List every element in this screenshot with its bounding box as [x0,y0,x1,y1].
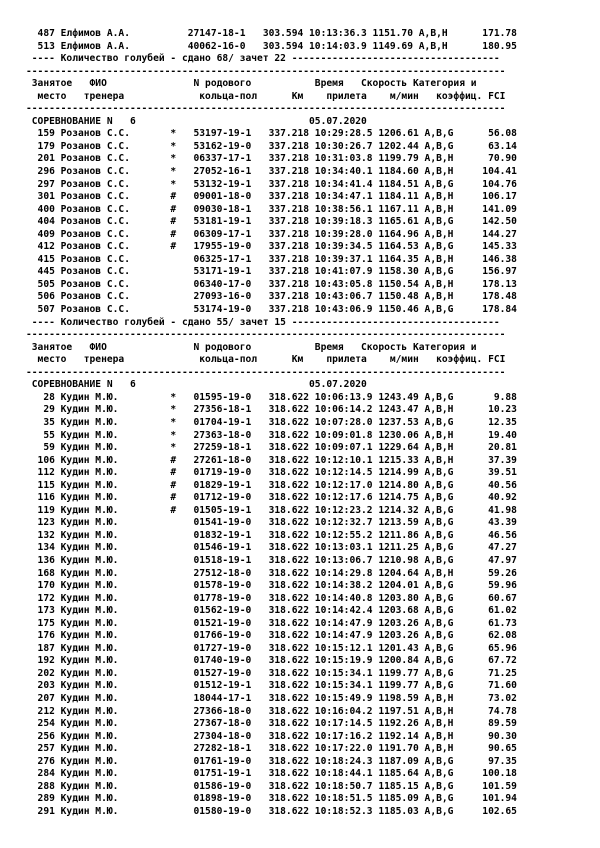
text-line: 506 Розанов С.С. 27093-16-0 337.218 10:43:06.7 1150.48 A,B,H 178.48 [26,291,517,303]
text-line: 301 Розанов С.С. # 09001-18-0 337.218 10:34:47.1 1184.11 A,B,H 106.17 [26,191,517,203]
text-line: 254 Кудин М.Ю. 27367-18-0 318.622 10:17:14.5 1192.26 A,B,H 89.59 [26,718,517,730]
text-line: 203 Кудин М.Ю. 01512-19-1 318.622 10:15:34.1 1199.77 A,B,G 71.60 [26,680,517,692]
text-line: 28 Кудин М.Ю. * 01595-19-0 318.622 10:06:13.9 1243.49 A,B,G 9.88 [26,391,517,403]
text-line: 179 Розанов С.С. * 53162-19-0 337.218 10:30:26.7 1202.44 A,B,G 63.14 [26,140,517,152]
text-line: 159 Розанов С.С. * 53197-19-1 337.218 10:29:28.5 1206.61 A,B,G 56.08 [26,128,517,140]
text-line: 276 Кудин М.Ю. 01761-19-0 318.622 10:18:24.3 1187.09 A,B,G 97.35 [26,755,517,767]
text-line: 112 Кудин М.Ю. # 01719-19-0 318.622 10:12:14.5 1214.99 A,B,G 39.51 [26,467,517,479]
text-line: Занятое ФИО N родового Время Скорость Категория и [26,341,477,353]
text-line: место тренера кольца-пол Км прилета м/мин коэффиц. FCI [26,354,506,366]
text-line: 297 Розанов С.С. * 53132-19-1 337.218 10:34:41.4 1184.51 A,B,G 104.76 [26,178,517,190]
text-line: 172 Кудин М.Ю. 01778-19-0 318.622 10:14:40.8 1203.80 A,B,G 60.67 [26,592,517,604]
text-line: 415 Розанов С.С. 06325-17-1 337.218 10:39:37.1 1164.35 A,B,H 146.38 [26,253,517,265]
text-line: 59 Кудин М.Ю. * 27259-18-1 318.622 10:09:07.1 1229.64 A,B,H 20.81 [26,442,517,454]
text-line: 175 Кудин М.Ю. 01521-19-0 318.622 10:14:47.9 1203.26 A,B,G 61.73 [26,617,517,629]
text-line: 132 Кудин М.Ю. 01832-19-1 318.622 10:12:55.2 1211.86 A,B,G 46.56 [26,529,517,541]
text-line: 119 Кудин М.Ю. # 01505-19-1 318.622 10:12:23.2 1214.32 A,B,G 41.98 [26,504,517,516]
text-line: место тренера кольца-пол Км прилета м/мин коэффиц. FCI [26,90,506,102]
text-line: 192 Кудин М.Ю. 01740-19-0 318.622 10:15:19.9 1200.84 A,B,G 67.72 [26,655,517,667]
text-line: 168 Кудин М.Ю. 27512-18-0 318.622 10:14:29.8 1204.64 A,B,H 59.26 [26,567,517,579]
text-line: Занятое ФИО N родового Время Скорость Категория и [26,78,477,90]
text-line: ---- Количество голубей - сдано 55/ зачет 15 ------------------------------------ [26,316,500,328]
results-document [26,28,517,818]
text-line: 123 Кудин М.Ю. 01541-19-0 318.622 10:12:32.7 1213.59 A,B,G 43.39 [26,517,517,529]
text-line: 288 Кудин М.Ю. 01586-19-0 318.622 10:18:50.7 1185.15 A,B,G 101.59 [26,780,517,792]
text-line: 291 Кудин М.Ю. 01580-19-0 318.622 10:18:52.3 1185.03 A,B,G 102.65 [26,805,517,817]
text-line: ---- Количество голубей - сдано 68/ зачет 22 ------------------------------------ [26,53,500,65]
text-line: 106 Кудин М.Ю. # 27261-18-0 318.622 10:12:10.1 1215.33 A,B,H 37.39 [26,454,517,466]
text-line: 284 Кудин М.Ю. 01751-19-1 318.622 10:18:44.1 1185.64 A,B,G 100.18 [26,768,517,780]
text-line: 173 Кудин М.Ю. 01562-19-0 318.622 10:14:42.4 1203.68 A,B,G 61.02 [26,605,517,617]
text-line: 404 Розанов С.С. # 53181-19-1 337.218 10:39:18.3 1165.61 A,B,G 142.50 [26,216,517,228]
text-line: 29 Кудин М.Ю. * 27356-18-1 318.622 10:06:14.2 1243.47 A,B,H 10.23 [26,404,517,416]
text-line: 296 Розанов С.С. * 27052-16-1 337.218 10:34:40.1 1184.60 A,B,H 104.41 [26,166,517,178]
text-line: СОРЕВНОВАНИЕ N 6 05.07.2020 [26,379,367,391]
text-line: 35 Кудин М.Ю. * 01704-19-1 318.622 10:07:28.0 1237.53 A,B,G 12.35 [26,416,517,428]
text-line: 412 Розанов С.С. # 17955-19-0 337.218 10:39:34.5 1164.53 A,B,G 145.33 [26,241,517,253]
text-line: 170 Кудин М.Ю. 01578-19-0 318.622 10:14:38.2 1204.01 A,B,G 59.96 [26,580,517,592]
text-line: ----------------------------------------------------------------------------------- [26,329,506,341]
text-line: 201 Розанов С.С. * 06337-17-1 337.218 10:31:03.8 1199.79 A,B,H 70.90 [26,153,517,165]
text-line: 505 Розанов С.С. 06340-17-0 337.218 10:43:05.8 1150.54 A,B,H 178.13 [26,278,517,290]
text-line: ----------------------------------------------------------------------------------- [26,65,506,77]
text-line: 136 Кудин М.Ю. 01518-19-1 318.622 10:13:06.7 1210.98 A,B,G 47.97 [26,554,517,566]
text-line: 507 Розанов С.С. 53174-19-0 337.218 10:43:06.9 1150.46 A,B,G 178.84 [26,304,517,316]
text-line: 289 Кудин М.Ю. 01898-19-0 318.622 10:18:51.5 1185.09 A,B,G 101.94 [26,793,517,805]
text-line: 202 Кудин М.Ю. 01527-19-0 318.622 10:15:34.1 1199.77 A,B,G 71.25 [26,667,517,679]
text-line: ----------------------------------------------------------------------------------- [26,103,506,115]
text-line: СОРЕВНОВАНИЕ N 6 05.07.2020 [26,115,367,127]
text-line: 207 Кудин М.Ю. 18044-17-1 318.622 10:15:49.9 1198.59 A,B,H 73.02 [26,692,517,704]
text-line: 445 Розанов С.С. 53171-19-1 337.218 10:41:07.9 1158.30 A,B,G 156.97 [26,266,517,278]
text-line: 115 Кудин М.Ю. # 01829-19-1 318.622 10:12:17.0 1214.80 A,B,G 40.56 [26,479,517,491]
text-line: 187 Кудин М.Ю. 01727-19-0 318.622 10:15:12.1 1201.43 A,B,G 65.96 [26,642,517,654]
text-line: ----------------------------------------------------------------------------------- [26,366,506,378]
text-line: 256 Кудин М.Ю. 27304-18-0 318.622 10:17:16.2 1192.14 A,B,H 90.30 [26,730,517,742]
text-line: 55 Кудин М.Ю. * 27363-18-0 318.622 10:09:01.8 1230.06 A,B,H 19.40 [26,429,517,441]
text-line: 400 Розанов С.С. # 09030-18-1 337.218 10:38:56.1 1167.11 A,B,H 141.09 [26,203,517,215]
text-line: 116 Кудин М.Ю. # 01712-19-0 318.622 10:12:17.6 1214.75 A,B,G 40.92 [26,492,517,504]
text-line: 257 Кудин М.Ю. 27282-18-1 318.622 10:17:22.0 1191.70 A,B,H 90.65 [26,743,517,755]
text-line: 513 Елфимов А.А. 40062-16-0 303.594 10:14:03.9 1149.69 A,B,H 180.95 [26,40,517,52]
text-line: 176 Кудин М.Ю. 01766-19-0 318.622 10:14:47.9 1203.26 A,B,G 62.08 [26,630,517,642]
text-line: 134 Кудин М.Ю. 01546-19-1 318.622 10:13:03.1 1211.25 A,B,G 47.27 [26,542,517,554]
text-line: 409 Розанов С.С. # 06309-17-1 337.218 10:39:28.0 1164.96 A,B,H 144.27 [26,228,517,240]
text-line: 487 Елфимов А.А. 27147-18-1 303.594 10:13:36.3 1151.70 A,B,H 171.78 [26,28,517,39]
text-line: 212 Кудин М.Ю. 27366-18-0 318.622 10:16:04.2 1197.51 A,B,H 74.78 [26,705,517,717]
